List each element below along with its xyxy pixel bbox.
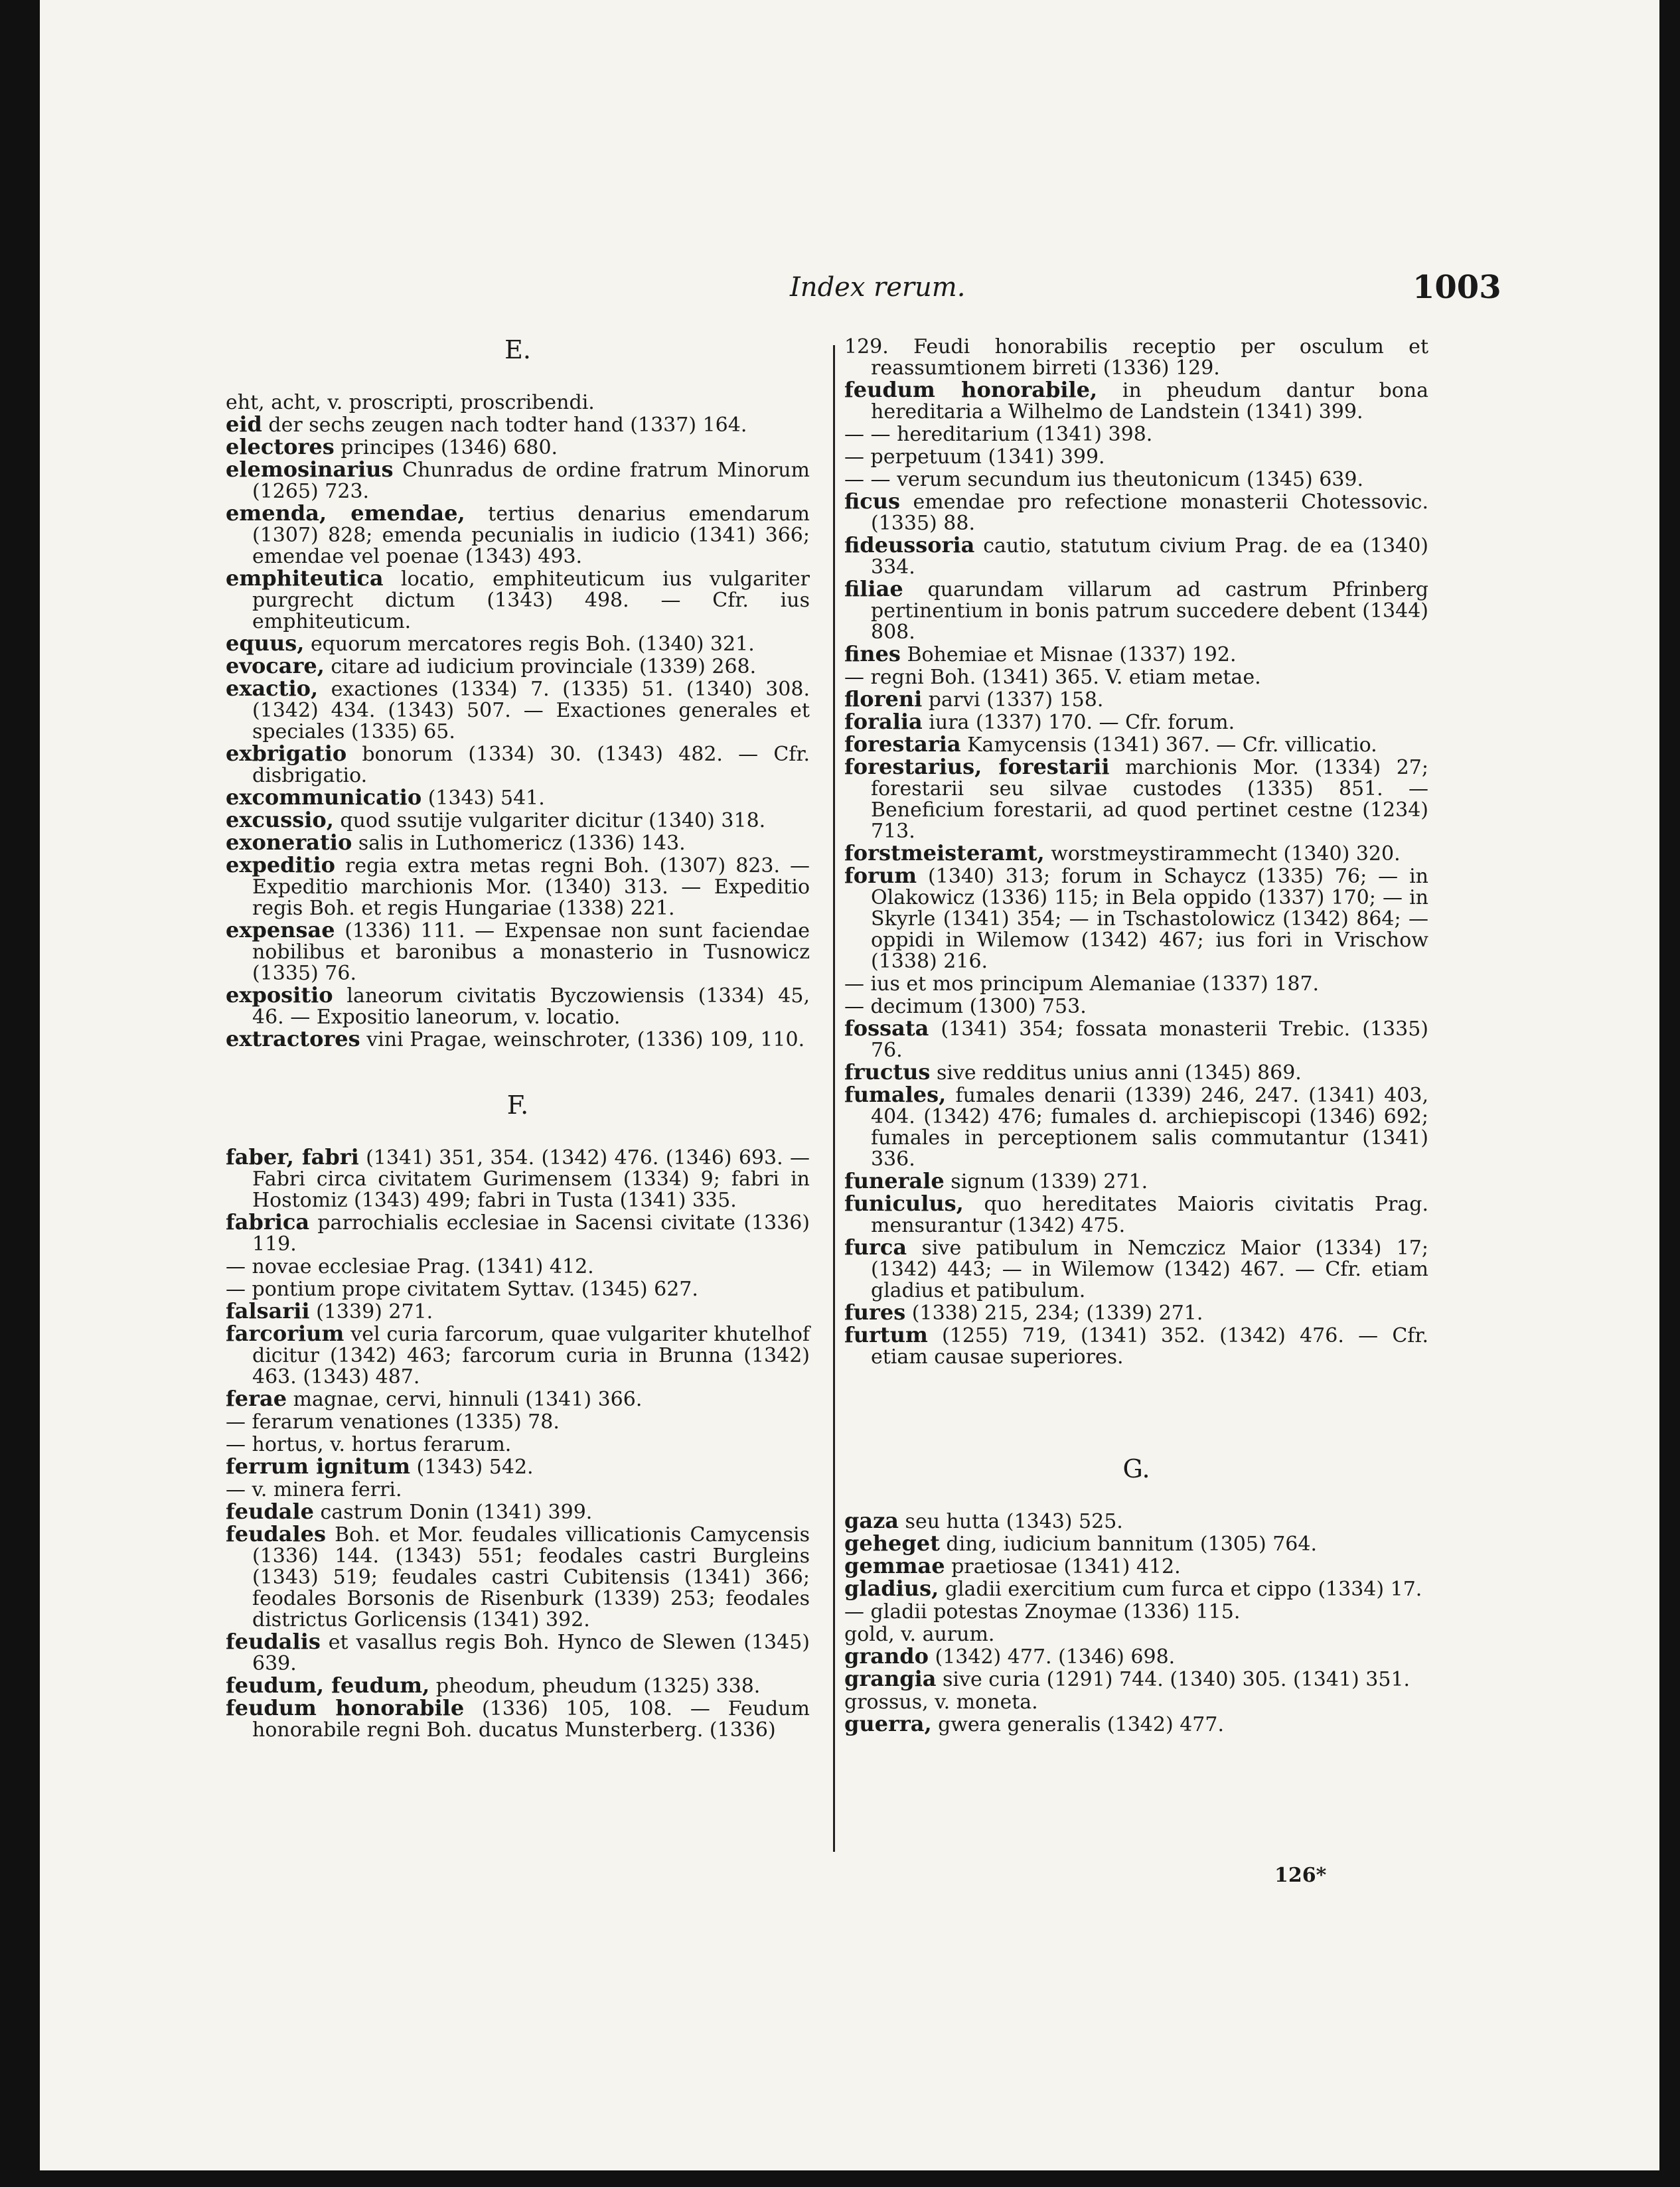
index-entry (226, 787, 810, 809)
entry-lemma: faber, fabri (226, 1144, 359, 1169)
index-entry (844, 1170, 1428, 1193)
entry-text: Chunradus de ordine fratrum Minorum (1265) 723. (252, 459, 810, 503)
entry-lemma: emenda, emendae, (226, 500, 465, 526)
entry-text: signum (1339) 271. (944, 1170, 1148, 1193)
index-entry (844, 1691, 1428, 1713)
entry-text: — — hereditarium (1341) 398. (844, 423, 1153, 446)
index-entry (844, 379, 1428, 423)
page-number: 1003 (1413, 269, 1501, 306)
index-entry (226, 567, 810, 633)
index-entry (226, 459, 810, 502)
entry-lemma: excommunicatio (226, 785, 422, 810)
entry-text: gladii exercitium cum furca et cippo (1334) 17. (939, 1578, 1422, 1601)
entry-text: — regni Boh. (1341) 365. V. etiam metae. (844, 666, 1261, 689)
index-entry (226, 436, 810, 459)
running-header-title: Index rerum. (790, 272, 966, 303)
index-entry (844, 1645, 1428, 1668)
entry-text: salis in Luthomericz (1336) 143. (352, 832, 686, 855)
index-entry (226, 1255, 810, 1278)
entry-text: equorum mercatores regis Boh. (1340) 321. (304, 633, 755, 656)
entry-lemma: forum (844, 863, 917, 888)
index-entry (844, 688, 1428, 711)
entry-lemma: gladius, (844, 1576, 939, 1601)
entry-text: worstmeystirammecht (1340) 320. (1044, 842, 1401, 866)
section-letter: F. (506, 1091, 529, 1120)
index-entry (844, 1578, 1428, 1600)
index-entry (226, 1478, 810, 1501)
index-entry-list (844, 335, 1428, 1368)
entry-text: (1342) 477. (1346) 698. (928, 1645, 1176, 1669)
entry-text: gwera generalis (1342) 477. (931, 1713, 1224, 1736)
index-entry (844, 1533, 1428, 1555)
entry-lemma: feudum, feudum, (226, 1673, 430, 1698)
entry-lemma: expeditio (226, 852, 335, 877)
entry-text: citare ad iudicium provinciale (1339) 268. (324, 655, 757, 678)
index-entry (226, 1278, 810, 1300)
index-entry (844, 733, 1428, 756)
entry-lemma: ficus (844, 489, 901, 514)
index-entry (844, 842, 1428, 865)
index-entry (226, 678, 810, 743)
index-entry (844, 1018, 1428, 1061)
index-entry (844, 756, 1428, 842)
entry-text: — decimum (1300) 753. (844, 995, 1087, 1018)
entry-text: — hortus, v. hortus ferarum. (226, 1433, 512, 1456)
entry-lemma: evocare, (226, 653, 325, 678)
entry-lemma: feudum honorabile, (844, 377, 1098, 402)
index-entry (226, 919, 810, 984)
entry-lemma: floreni (844, 686, 923, 712)
entry-text: seu hutta (1343) 525. (899, 1510, 1123, 1533)
entry-text: parvi (1337) 158. (922, 688, 1104, 712)
entry-lemma: exbrigatio (226, 741, 347, 766)
section-spacer (226, 1051, 810, 1091)
index-entry (844, 335, 1428, 379)
index-entry (226, 1675, 810, 1697)
index-entry (226, 502, 810, 567)
entry-text: Bohemiae et Misnae (1337) 192. (900, 643, 1237, 666)
index-entry (226, 1211, 810, 1255)
entry-lemma: gemmae (844, 1553, 945, 1578)
entry-lemma: grangia (844, 1666, 937, 1691)
entry-text: sive redditus unius anni (1345) 869. (930, 1061, 1302, 1085)
entry-text: praetiosae (1341) 412. (945, 1555, 1181, 1578)
entry-lemma: forestarius, forestarii (844, 754, 1110, 779)
entry-lemma: fructus (844, 1059, 931, 1085)
entry-lemma: falsarii (226, 1298, 310, 1323)
entry-lemma: fideussoria (844, 532, 975, 558)
index-entry (844, 1510, 1428, 1533)
entry-text: vini Pragae, weinschroter, (1336) 109, 110. (360, 1028, 805, 1051)
index-entry (226, 1456, 810, 1478)
entry-text: emendae pro refectione monasterii Chotessovic. (1335) 88. (871, 490, 1428, 535)
entry-lemma: feudales (226, 1521, 327, 1546)
entry-text: (1336) 111. — Expensae non sunt faciendae nobilibus et baronibus a monasterio in Tusnowicz (1335) 76. (252, 919, 810, 985)
entry-text: locatio, emphiteuticum ius vulgariter purgrecht dictum (1343) 498. — Cfr. ius emphiteuticum. (252, 567, 810, 633)
entry-text: — ius et mos principum Alemaniae (1337) 187. (844, 972, 1320, 996)
entry-text: principes (1346) 680. (334, 436, 558, 459)
entry-text: Boh. et Mor. feudales villicationis Camycensis (1336) 144. (1343) 551; feodales castri Burgleins (1343) 519; feudales castri Cubitensis (1341) 366; feodales Borsonis de Risenburk (1339) 253; feodales districtus Gorlicensis (1341) 392. (252, 1523, 810, 1631)
index-entry (844, 643, 1428, 666)
entry-lemma: forestaria (844, 731, 961, 757)
index-entry (226, 655, 810, 678)
entry-text: sive curia (1291) 744. (1340) 305. (1341) 351. (936, 1668, 1411, 1691)
index-entry (844, 711, 1428, 733)
entry-text: (1339) 271. (309, 1300, 433, 1323)
entry-text: — novae ecclesiae Prag. (1341) 412. (226, 1255, 594, 1278)
index-entry (844, 865, 1428, 972)
entry-text: (1340) 313; forum in Schaycz (1335) 76; — in Olakowicz (1336) 115; in Bela oppido (1337) 170; — in Skyrle (1341) 354; — in Tschastolowicz (1342) 864; — oppidi in Wilemow (1342) 467; ius fori in Vrischow (1338) 216. (871, 865, 1428, 973)
index-entry (226, 1028, 810, 1051)
entry-text: tertius denarius emendarum (1307) 828; emenda pecunialis in iudicio (1341) 366; emendae vel poenae (1343) 493. (252, 502, 810, 568)
index-entry (844, 578, 1428, 643)
index-entry (226, 1300, 810, 1323)
index-entry (226, 832, 810, 854)
entry-lemma: exactio, (226, 676, 319, 701)
entry-lemma: fossata (844, 1016, 929, 1041)
entry-text: — ferarum venationes (1335) 78. (226, 1410, 560, 1434)
entry-text: fumales denarii (1339) 246, 247. (1341) 403, 404. (1342) 476; fumales d. archiepiscopi (1346) 692; fumales in perceptionem salis commutantur (1341) 336. (871, 1084, 1428, 1171)
index-entry (844, 1555, 1428, 1578)
entry-text: et vasallus regis Boh. Hynco de Slewen (1345) 639. (252, 1631, 810, 1675)
index-entry-list (844, 1510, 1428, 1736)
entry-lemma: extractores (226, 1026, 360, 1051)
entry-lemma: forstmeisteramt, (844, 840, 1045, 866)
right-column (844, 335, 1428, 1736)
index-entry (226, 809, 810, 832)
entry-lemma: feudum honorabile (226, 1695, 465, 1720)
entry-lemma: eid (226, 412, 262, 437)
index-entry (226, 1433, 810, 1456)
entry-text: ding, iudicium bannitum (1305) 764. (939, 1533, 1317, 1556)
entry-text: (1255) 719, (1341) 352. (1342) 476. — Cfr. etiam causae superiores. (871, 1324, 1428, 1369)
index-entry (226, 743, 810, 787)
entry-text: (1341) 351, 354. (1342) 476. (1346) 693. — Fabri circa civitatem Gurimensem (1334) 9; fabri in Hostomiz (1343) 499; fabri in Tusta (1341) 335. (252, 1146, 810, 1212)
index-entry (226, 414, 810, 436)
entry-text: pheodum, pheudum (1325) 338. (429, 1675, 761, 1698)
entry-text: laneorum civitatis Byczowiensis (1334) 45, 46. — Expositio laneorum, v. locatio. (252, 984, 810, 1029)
index-entry (844, 1061, 1428, 1084)
entry-text: bonorum (1334) 30. (1343) 482. — Cfr. disbrigatio. (252, 743, 810, 787)
entry-lemma: fures (844, 1300, 906, 1325)
entry-text: exactiones (1334) 7. (1335) 51. (1340) 308. (1342) 434. (1343) 507. — Exactiones generales et speciales (1335) 65. (252, 678, 810, 743)
entry-lemma: excussio, (226, 807, 334, 832)
entry-lemma: guerra, (844, 1711, 932, 1736)
entry-text: quo hereditates Maioris civitatis Prag. mensurantur (1342) 475. (871, 1193, 1428, 1237)
entry-text: (1338) 215, 234; (1339) 271. (905, 1302, 1203, 1325)
index-entry (226, 1501, 810, 1523)
section-letter: G. (1122, 1454, 1150, 1483)
book-page (40, 0, 1659, 2170)
index-entry (226, 1323, 810, 1388)
entry-lemma: ferrum ignitum (226, 1454, 410, 1479)
entry-lemma: fumales, (844, 1082, 947, 1107)
entry-lemma: fabrica (226, 1209, 310, 1235)
index-entry (226, 984, 810, 1028)
index-entry-list (226, 1146, 810, 1741)
entry-text: (1343) 542. (410, 1456, 534, 1479)
entry-lemma: ferae (226, 1386, 287, 1411)
entry-lemma: feudale (226, 1499, 315, 1524)
index-entry (226, 1146, 810, 1211)
entry-lemma: electores (226, 434, 335, 459)
index-entry (226, 1697, 810, 1741)
index-entry (844, 1600, 1428, 1623)
entry-text: vel curia farcorum, quae vulgariter khutelhof dicitur (1342) 463; farcorum curia in Brunna (1342) 463. (1343) 487. (252, 1323, 810, 1389)
entry-lemma: fines (844, 641, 901, 666)
index-entry (844, 1668, 1428, 1691)
entry-text: quarundam villarum ad castrum Pfrinberg pertinentium in bonis patrum succedere debent (1344) 808. (871, 578, 1428, 644)
index-entry (844, 490, 1428, 534)
entry-text: castrum Donin (1341) 399. (314, 1501, 593, 1524)
index-entry (844, 1084, 1428, 1170)
index-entry (226, 854, 810, 919)
entry-text: regia extra metas regni Boh. (1307) 823. — Expeditio marchionis Mor. (1340) 313. — Expeditio regis Boh. et regis Hungariae (1338) 221. (252, 854, 810, 920)
entry-lemma: furtum (844, 1322, 928, 1347)
entry-text: quod ssutije vulgariter dicitur (1340) 318. (333, 809, 766, 832)
index-entry (844, 666, 1428, 688)
section-spacer (844, 1368, 1428, 1454)
entry-text: — — verum secundum ius theutonicum (1345) 639. (844, 468, 1364, 491)
entry-lemma: elemosinarius (226, 457, 394, 482)
entry-text: gold, v. aurum. (844, 1623, 995, 1646)
entry-lemma: grando (844, 1643, 929, 1669)
index-entry-list (226, 391, 810, 1051)
entry-lemma: gaza (844, 1508, 899, 1533)
entry-text: iura (1337) 170. — Cfr. forum. (922, 711, 1235, 734)
index-entry (844, 1237, 1428, 1302)
entry-text: der sechs zeugen nach todter hand (1337) 164. (262, 414, 747, 437)
entry-lemma: filiae (844, 576, 903, 601)
entry-lemma: farcorium (226, 1321, 344, 1346)
entry-lemma: exoneratio (226, 830, 352, 855)
index-entry (844, 1302, 1428, 1324)
index-entry (226, 1631, 810, 1675)
entry-text: sive patibulum in Nemczicz Maior (1334) 17; (1342) 443; — in Wilemow (1342) 467. — Cfr. etiam gladius et patibulum. (871, 1237, 1428, 1302)
entry-lemma: feudalis (226, 1629, 321, 1654)
entry-text: marchionis Mor. (1334) 27; forestarii seu silvae custodes (1335) 851. — Beneficium forestarii, ad quod pertinet cestne (1234) 713. (871, 756, 1428, 843)
index-entry (226, 391, 810, 414)
signature-mark: 126* (1274, 1864, 1327, 1887)
entry-text: (1343) 541. (421, 787, 545, 810)
index-entry (844, 972, 1428, 995)
index-entry (844, 423, 1428, 445)
entry-text: cautio, statutum civium Prag. de ea (1340) 334. (871, 534, 1428, 579)
index-entry (226, 633, 810, 655)
index-entry (226, 1410, 810, 1433)
entry-lemma: equus, (226, 631, 305, 656)
entry-text: — pontium prope civitatem Syttav. (1345) 627. (226, 1278, 698, 1301)
entry-text: magnae, cervi, hinnuli (1341) 366. (287, 1388, 643, 1411)
entry-lemma: geheget (844, 1531, 940, 1556)
entry-text: 129. Feudi honorabilis receptio per osculum et reassumtionem birreti (1336) 129. (844, 335, 1428, 380)
index-entry (844, 468, 1428, 490)
entry-lemma: expositio (226, 982, 333, 1008)
entry-text: — v. minera ferri. (226, 1478, 402, 1501)
entry-text: Kamycensis (1341) 367. — Cfr. villicatio. (960, 733, 1377, 757)
entry-text: parrochialis ecclesiae in Sacensi civitate (1336) 119. (252, 1211, 810, 1256)
index-entry (844, 995, 1428, 1018)
entry-text: eht, acht, v. proscripti, proscribendi. (226, 391, 595, 414)
index-entry (844, 1713, 1428, 1736)
index-entry (844, 1623, 1428, 1645)
entry-text: (1336) 105, 108. — Feudum honorabile regni Boh. ducatus Munsterberg. (1336) (252, 1697, 810, 1742)
section-letter: E. (504, 335, 531, 364)
entry-text: — gladii potestas Znoymae (1336) 115. (844, 1600, 1241, 1623)
entry-lemma: furca (844, 1235, 907, 1260)
entry-lemma: foralia (844, 709, 923, 734)
entry-lemma: funiculus, (844, 1191, 964, 1216)
entry-lemma: emphiteutica (226, 566, 384, 591)
entry-lemma: funerale (844, 1168, 945, 1193)
index-entry (844, 1193, 1428, 1237)
entry-text: grossus, v. moneta. (844, 1691, 1038, 1714)
left-column (226, 335, 810, 1741)
entry-text: (1341) 354; fossata monasterii Trebic. (1335) 76. (871, 1018, 1428, 1062)
entry-text: in pheudum dantur bona hereditaria a Wilhelmo de Landstein (1341) 399. (871, 379, 1428, 423)
entry-lemma: expensae (226, 917, 335, 943)
index-entry (844, 445, 1428, 468)
column-divider (833, 345, 835, 1852)
index-entry (844, 1324, 1428, 1368)
index-entry (226, 1388, 810, 1410)
index-entry (226, 1523, 810, 1631)
entry-text: — perpetuum (1341) 399. (844, 445, 1105, 469)
index-entry (844, 534, 1428, 578)
